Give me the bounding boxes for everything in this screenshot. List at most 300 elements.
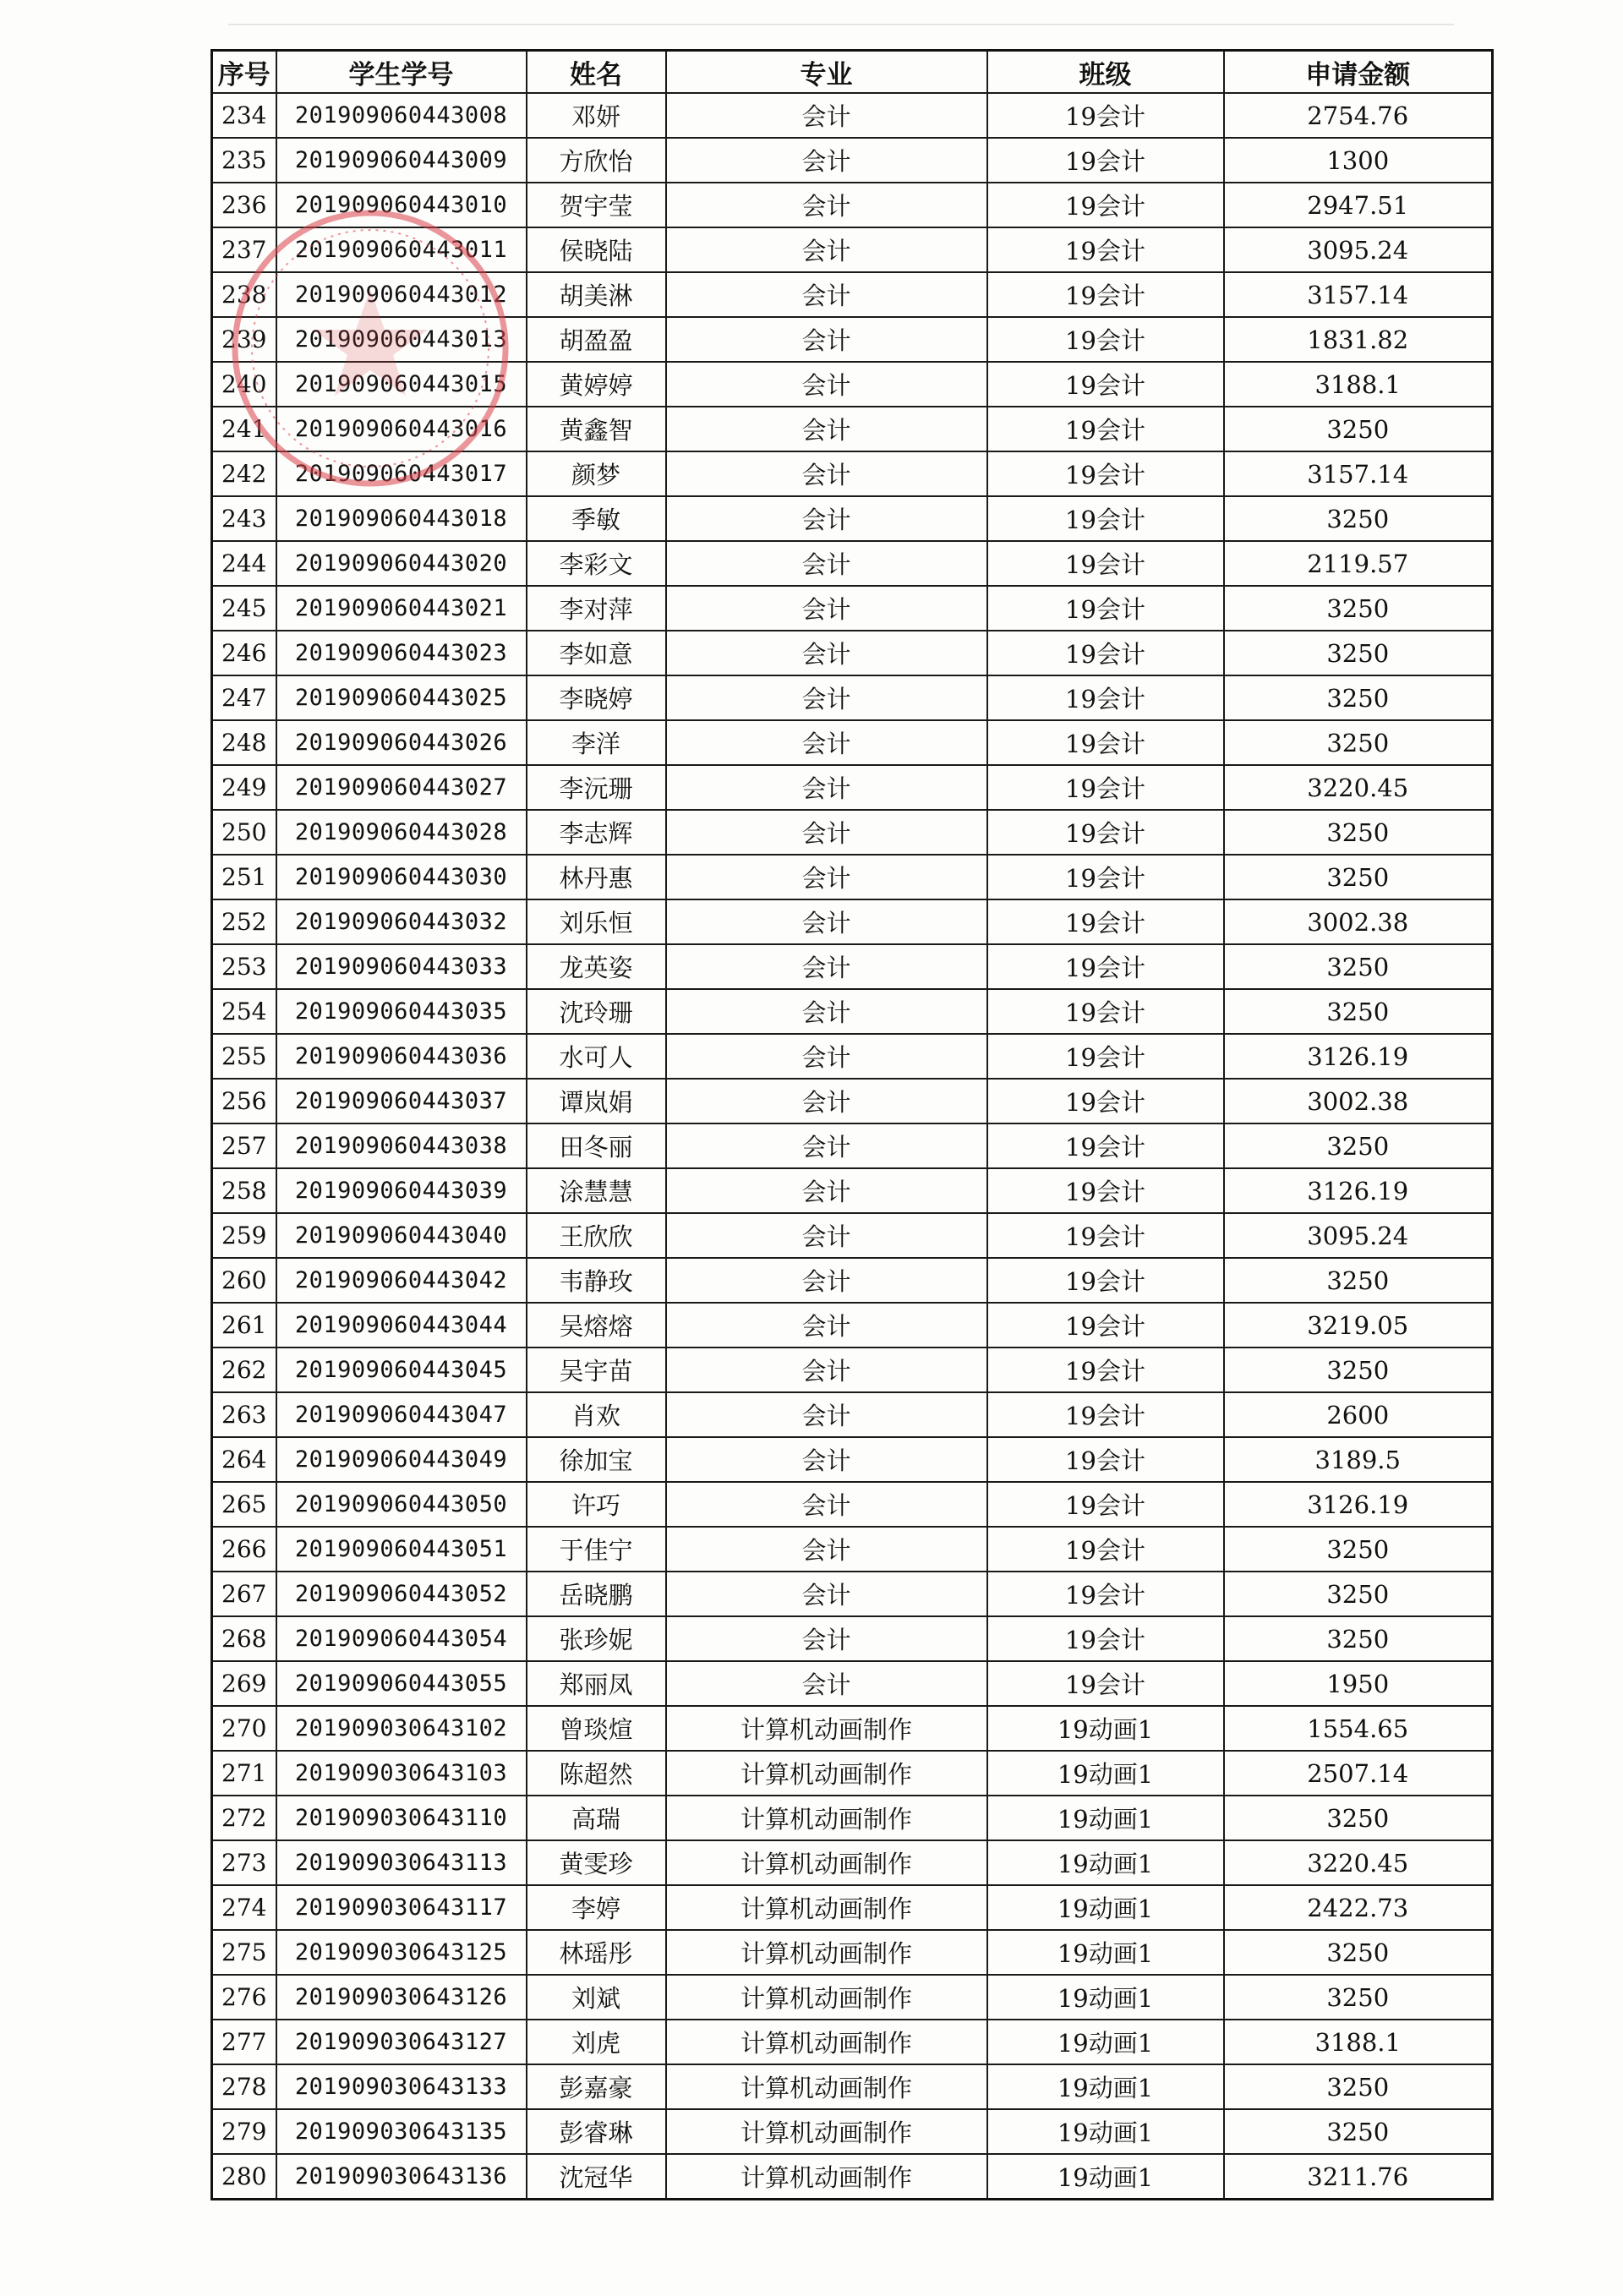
amount-cell: 3157.14 — [1224, 272, 1493, 317]
name-cell: 刘虎 — [527, 2020, 666, 2064]
major-cell: 计算机动画制作 — [666, 2154, 987, 2200]
major-cell: 会计 — [666, 1303, 987, 1348]
name-cell: 吴宇苗 — [527, 1348, 666, 1392]
name-cell: 李晓婷 — [527, 675, 666, 720]
serial-number-cell: 254 — [212, 989, 276, 1034]
class-cell: 19动画1 — [987, 1975, 1224, 2020]
student-id-cell: 201909030643102 — [276, 1706, 527, 1751]
amount-cell: 3126.19 — [1224, 1168, 1493, 1213]
table-row — [212, 944, 1493, 989]
student-id-cell: 201909060443033 — [276, 944, 527, 989]
table-header — [212, 51, 1493, 94]
scan-artifact-line — [228, 24, 1454, 25]
name-cell: 田冬丽 — [527, 1123, 666, 1168]
amount-cell: 3250 — [1224, 2109, 1493, 2154]
name-cell: 李洋 — [527, 720, 666, 765]
table-row — [212, 138, 1493, 183]
serial-number-cell: 256 — [212, 1079, 276, 1123]
name-cell: 张珍妮 — [527, 1616, 666, 1661]
table-row — [212, 2020, 1493, 2064]
amount-cell: 3250 — [1224, 1258, 1493, 1303]
major-cell: 会计 — [666, 1258, 987, 1303]
student-id-cell: 201909030643113 — [276, 1840, 527, 1885]
table-row — [212, 1661, 1493, 1706]
class-cell: 19会计 — [987, 1303, 1224, 1348]
table-row — [212, 1930, 1493, 1975]
class-cell: 19会计 — [987, 989, 1224, 1034]
class-cell: 19会计 — [987, 1348, 1224, 1392]
student-id-cell: 201909060443039 — [276, 1168, 527, 1213]
name-cell: 彭睿琳 — [527, 2109, 666, 2154]
serial-number-cell: 268 — [212, 1616, 276, 1661]
table-row — [212, 1437, 1493, 1482]
major-cell: 会计 — [666, 1616, 987, 1661]
student-id-cell: 201909060443051 — [276, 1527, 527, 1572]
major-cell: 会计 — [666, 1482, 987, 1527]
serial-number-cell: 252 — [212, 899, 276, 944]
class-cell: 19会计 — [987, 1213, 1224, 1258]
class-cell: 19会计 — [987, 451, 1224, 496]
class-cell: 19会计 — [987, 720, 1224, 765]
major-cell: 会计 — [666, 227, 987, 272]
major-cell: 会计 — [666, 407, 987, 451]
header-row — [212, 51, 1493, 94]
class-cell: 19动画1 — [987, 1885, 1224, 1930]
table-row — [212, 451, 1493, 496]
amount-cell: 2507.14 — [1224, 1751, 1493, 1796]
major-cell: 会计 — [666, 810, 987, 855]
name-cell: 谭岚娟 — [527, 1079, 666, 1123]
name-cell: 水可人 — [527, 1034, 666, 1079]
name-cell: 季敏 — [527, 496, 666, 541]
table-row — [212, 541, 1493, 586]
major-cell: 会计 — [666, 1572, 987, 1616]
table-row — [212, 1123, 1493, 1168]
class-cell: 19会计 — [987, 362, 1224, 407]
class-cell: 19会计 — [987, 541, 1224, 586]
amount-cell: 3250 — [1224, 1348, 1493, 1392]
amount-cell: 3250 — [1224, 944, 1493, 989]
student-id-cell: 201909060443016 — [276, 407, 527, 451]
class-cell: 19会计 — [987, 631, 1224, 675]
name-cell: 胡盈盈 — [527, 317, 666, 362]
amount-cell: 1300 — [1224, 138, 1493, 183]
major-cell: 会计 — [666, 1661, 987, 1706]
table-row — [212, 317, 1493, 362]
class-cell: 19会计 — [987, 1616, 1224, 1661]
serial-number-cell: 245 — [212, 586, 276, 631]
student-id-cell: 201909030643110 — [276, 1796, 527, 1840]
student-id-cell: 201909060443010 — [276, 183, 527, 227]
class-cell: 19会计 — [987, 317, 1224, 362]
name-cell: 涂慧慧 — [527, 1168, 666, 1213]
name-cell: 陈超然 — [527, 1751, 666, 1796]
name-cell: 王欣欣 — [527, 1213, 666, 1258]
student-id-cell: 201909060443042 — [276, 1258, 527, 1303]
major-cell: 计算机动画制作 — [666, 1930, 987, 1975]
major-cell: 会计 — [666, 1437, 987, 1482]
major-cell: 会计 — [666, 317, 987, 362]
serial-number-cell: 244 — [212, 541, 276, 586]
student-id-cell: 201909060443054 — [276, 1616, 527, 1661]
major-cell: 会计 — [666, 272, 987, 317]
amount-cell: 3220.45 — [1224, 1840, 1493, 1885]
serial-number-cell: 253 — [212, 944, 276, 989]
student-id-cell: 201909060443032 — [276, 899, 527, 944]
class-cell: 19会计 — [987, 1258, 1224, 1303]
name-cell: 于佳宁 — [527, 1527, 666, 1572]
class-cell: 19会计 — [987, 1527, 1224, 1572]
serial-number-cell: 259 — [212, 1213, 276, 1258]
serial-number-cell: 276 — [212, 1975, 276, 2020]
amount-cell: 3250 — [1224, 2064, 1493, 2109]
class-cell: 19动画1 — [987, 2064, 1224, 2109]
table-row — [212, 989, 1493, 1034]
amount-cell: 3220.45 — [1224, 765, 1493, 810]
amount-cell: 1950 — [1224, 1661, 1493, 1706]
student-id-cell: 201909060443020 — [276, 541, 527, 586]
amount-cell: 3250 — [1224, 675, 1493, 720]
name-cell: 黄鑫智 — [527, 407, 666, 451]
major-cell: 会计 — [666, 720, 987, 765]
serial-number-cell: 280 — [212, 2154, 276, 2200]
amount-cell: 3250 — [1224, 586, 1493, 631]
name-cell: 许巧 — [527, 1482, 666, 1527]
amount-cell: 2947.51 — [1224, 183, 1493, 227]
major-cell: 会计 — [666, 765, 987, 810]
serial-number-cell: 241 — [212, 407, 276, 451]
class-cell: 19会计 — [987, 1661, 1224, 1706]
student-id-cell: 201909030643103 — [276, 1751, 527, 1796]
serial-number-cell: 249 — [212, 765, 276, 810]
student-id-cell: 201909030643136 — [276, 2154, 527, 2200]
amount-cell: 2754.76 — [1224, 93, 1493, 138]
class-cell: 19会计 — [987, 1079, 1224, 1123]
serial-number-cell: 239 — [212, 317, 276, 362]
major-cell: 会计 — [666, 1168, 987, 1213]
name-cell: 李彩文 — [527, 541, 666, 586]
serial-number-cell: 242 — [212, 451, 276, 496]
amount-cell: 3250 — [1224, 810, 1493, 855]
class-cell: 19动画1 — [987, 1930, 1224, 1975]
table-row — [212, 1616, 1493, 1661]
serial-number-cell: 270 — [212, 1706, 276, 1751]
table-row — [212, 2109, 1493, 2154]
student-id-cell: 201909060443027 — [276, 765, 527, 810]
table-row — [212, 1258, 1493, 1303]
class-cell: 19会计 — [987, 1034, 1224, 1079]
class-cell: 19会计 — [987, 183, 1224, 227]
header-name: 姓名 — [527, 51, 666, 94]
class-cell: 19会计 — [987, 899, 1224, 944]
major-cell: 会计 — [666, 541, 987, 586]
serial-number-cell: 271 — [212, 1751, 276, 1796]
major-cell: 会计 — [666, 362, 987, 407]
table-row — [212, 183, 1493, 227]
amount-cell: 2119.57 — [1224, 541, 1493, 586]
student-id-cell: 201909030643125 — [276, 1930, 527, 1975]
table-row — [212, 272, 1493, 317]
serial-number-cell: 250 — [212, 810, 276, 855]
name-cell: 贺宇莹 — [527, 183, 666, 227]
class-cell: 19会计 — [987, 496, 1224, 541]
serial-number-cell: 236 — [212, 183, 276, 227]
serial-number-cell: 278 — [212, 2064, 276, 2109]
serial-number-cell: 273 — [212, 1840, 276, 1885]
table-row — [212, 586, 1493, 631]
serial-number-cell: 238 — [212, 272, 276, 317]
header-student-id: 学生学号 — [276, 51, 527, 94]
student-id-cell: 201909060443012 — [276, 272, 527, 317]
amount-cell: 3095.24 — [1224, 1213, 1493, 1258]
table-row — [212, 1079, 1493, 1123]
student-id-cell: 201909060443040 — [276, 1213, 527, 1258]
major-cell: 会计 — [666, 1527, 987, 1572]
student-id-cell: 201909060443044 — [276, 1303, 527, 1348]
major-cell: 计算机动画制作 — [666, 2109, 987, 2154]
major-cell: 计算机动画制作 — [666, 1975, 987, 2020]
student-id-cell: 201909060443037 — [276, 1079, 527, 1123]
table-row — [212, 1751, 1493, 1796]
major-cell: 会计 — [666, 93, 987, 138]
student-application-table — [210, 49, 1494, 2200]
serial-number-cell: 237 — [212, 227, 276, 272]
amount-cell: 3250 — [1224, 1123, 1493, 1168]
student-id-cell: 201909060443049 — [276, 1437, 527, 1482]
student-id-cell: 201909060443036 — [276, 1034, 527, 1079]
serial-number-cell: 267 — [212, 1572, 276, 1616]
name-cell: 李如意 — [527, 631, 666, 675]
name-cell: 林丹惠 — [527, 855, 666, 899]
major-cell: 会计 — [666, 1079, 987, 1123]
name-cell: 龙英姿 — [527, 944, 666, 989]
serial-number-cell: 277 — [212, 2020, 276, 2064]
student-id-cell: 201909060443050 — [276, 1482, 527, 1527]
major-cell: 会计 — [666, 138, 987, 183]
major-cell: 会计 — [666, 855, 987, 899]
table-row — [212, 1572, 1493, 1616]
class-cell: 19会计 — [987, 93, 1224, 138]
amount-cell: 3250 — [1224, 1930, 1493, 1975]
amount-cell: 3250 — [1224, 496, 1493, 541]
serial-number-cell: 240 — [212, 362, 276, 407]
serial-number-cell: 258 — [212, 1168, 276, 1213]
table-row — [212, 227, 1493, 272]
major-cell: 计算机动画制作 — [666, 1840, 987, 1885]
amount-cell: 3219.05 — [1224, 1303, 1493, 1348]
major-cell: 会计 — [666, 586, 987, 631]
table-row — [212, 93, 1493, 138]
major-cell: 会计 — [666, 1392, 987, 1437]
table-row — [212, 2154, 1493, 2200]
amount-cell: 3188.1 — [1224, 2020, 1493, 2064]
serial-number-cell: 262 — [212, 1348, 276, 1392]
amount-cell: 3250 — [1224, 855, 1493, 899]
student-id-cell: 201909060443025 — [276, 675, 527, 720]
student-id-cell: 201909060443052 — [276, 1572, 527, 1616]
student-id-cell: 201909060443015 — [276, 362, 527, 407]
major-cell: 会计 — [666, 899, 987, 944]
table-row — [212, 631, 1493, 675]
amount-cell: 1554.65 — [1224, 1706, 1493, 1751]
major-cell: 计算机动画制作 — [666, 2020, 987, 2064]
major-cell: 会计 — [666, 631, 987, 675]
name-cell: 郑丽凤 — [527, 1661, 666, 1706]
class-cell: 19会计 — [987, 1482, 1224, 1527]
serial-number-cell: 261 — [212, 1303, 276, 1348]
amount-cell: 3250 — [1224, 407, 1493, 451]
class-cell: 19会计 — [987, 272, 1224, 317]
student-id-cell: 201909030643133 — [276, 2064, 527, 2109]
amount-cell: 3250 — [1224, 1975, 1493, 2020]
class-cell: 19动画1 — [987, 1706, 1224, 1751]
amount-cell: 3126.19 — [1224, 1034, 1493, 1079]
serial-number-cell: 257 — [212, 1123, 276, 1168]
header-major: 专业 — [666, 51, 987, 94]
table-row — [212, 1885, 1493, 1930]
major-cell: 会计 — [666, 989, 987, 1034]
table-row — [212, 1706, 1493, 1751]
serial-number-cell: 266 — [212, 1527, 276, 1572]
header-class: 班级 — [987, 51, 1224, 94]
table-row — [212, 1168, 1493, 1213]
serial-number-cell: 243 — [212, 496, 276, 541]
serial-number-cell: 263 — [212, 1392, 276, 1437]
student-id-cell: 201909060443009 — [276, 138, 527, 183]
table-row — [212, 362, 1493, 407]
name-cell: 曾琰煊 — [527, 1706, 666, 1751]
amount-cell: 3157.14 — [1224, 451, 1493, 496]
name-cell: 李婷 — [527, 1885, 666, 1930]
table-row — [212, 675, 1493, 720]
class-cell: 19会计 — [987, 586, 1224, 631]
table-row — [212, 1392, 1493, 1437]
table-row — [212, 765, 1493, 810]
name-cell: 韦静玫 — [527, 1258, 666, 1303]
serial-number-cell: 260 — [212, 1258, 276, 1303]
name-cell: 吴熔熔 — [527, 1303, 666, 1348]
name-cell: 方欣怡 — [527, 138, 666, 183]
name-cell: 彭嘉豪 — [527, 2064, 666, 2109]
name-cell: 岳晓鹏 — [527, 1572, 666, 1616]
student-id-cell: 201909060443023 — [276, 631, 527, 675]
class-cell: 19会计 — [987, 227, 1224, 272]
class-cell: 19会计 — [987, 1392, 1224, 1437]
table-row — [212, 1840, 1493, 1885]
name-cell: 刘斌 — [527, 1975, 666, 2020]
amount-cell: 2422.73 — [1224, 1885, 1493, 1930]
table-row — [212, 1303, 1493, 1348]
serial-number-cell: 279 — [212, 2109, 276, 2154]
serial-number-cell: 235 — [212, 138, 276, 183]
amount-cell: 3250 — [1224, 720, 1493, 765]
class-cell: 19动画1 — [987, 2109, 1224, 2154]
student-id-cell: 201909060443045 — [276, 1348, 527, 1392]
name-cell: 高瑞 — [527, 1796, 666, 1840]
amount-cell: 3002.38 — [1224, 1079, 1493, 1123]
major-cell: 会计 — [666, 183, 987, 227]
name-cell: 沈玲珊 — [527, 989, 666, 1034]
table-row — [212, 2064, 1493, 2109]
table-row — [212, 1527, 1493, 1572]
table-row — [212, 810, 1493, 855]
serial-number-cell: 234 — [212, 93, 276, 138]
serial-number-cell: 264 — [212, 1437, 276, 1482]
student-id-cell: 201909060443017 — [276, 451, 527, 496]
table-container — [210, 49, 1491, 2200]
major-cell: 会计 — [666, 1123, 987, 1168]
amount-cell: 3250 — [1224, 1527, 1493, 1572]
table-row — [212, 407, 1493, 451]
student-id-cell: 201909060443011 — [276, 227, 527, 272]
major-cell: 会计 — [666, 1348, 987, 1392]
amount-cell: 3250 — [1224, 1796, 1493, 1840]
table-row — [212, 1482, 1493, 1527]
major-cell: 会计 — [666, 451, 987, 496]
header-amount: 申请金额 — [1224, 51, 1493, 94]
name-cell: 李对萍 — [527, 586, 666, 631]
serial-number-cell: 248 — [212, 720, 276, 765]
student-id-cell: 201909030643135 — [276, 2109, 527, 2154]
serial-number-cell: 275 — [212, 1930, 276, 1975]
student-id-cell: 201909060443026 — [276, 720, 527, 765]
student-id-cell: 201909060443008 — [276, 93, 527, 138]
amount-cell: 3250 — [1224, 1616, 1493, 1661]
table-row — [212, 1348, 1493, 1392]
table-row — [212, 1975, 1493, 2020]
table-row — [212, 1796, 1493, 1840]
class-cell: 19动画1 — [987, 2154, 1224, 2200]
major-cell: 计算机动画制作 — [666, 1751, 987, 1796]
table-row — [212, 1213, 1493, 1258]
student-id-cell: 201909030643126 — [276, 1975, 527, 2020]
header-serial-number: 序号 — [212, 51, 276, 94]
student-id-cell: 201909030643117 — [276, 1885, 527, 1930]
amount-cell: 3189.5 — [1224, 1437, 1493, 1482]
table-row — [212, 899, 1493, 944]
student-id-cell: 201909060443038 — [276, 1123, 527, 1168]
serial-number-cell: 265 — [212, 1482, 276, 1527]
student-id-cell: 201909060443013 — [276, 317, 527, 362]
amount-cell: 3250 — [1224, 989, 1493, 1034]
major-cell: 计算机动画制作 — [666, 2064, 987, 2109]
class-cell: 19会计 — [987, 1572, 1224, 1616]
name-cell: 黄婷婷 — [527, 362, 666, 407]
class-cell: 19会计 — [987, 765, 1224, 810]
serial-number-cell: 251 — [212, 855, 276, 899]
amount-cell: 1831.82 — [1224, 317, 1493, 362]
class-cell: 19会计 — [987, 407, 1224, 451]
amount-cell: 3095.24 — [1224, 227, 1493, 272]
student-id-cell: 201909060443021 — [276, 586, 527, 631]
student-id-cell: 201909060443055 — [276, 1661, 527, 1706]
name-cell: 徐加宝 — [527, 1437, 666, 1482]
class-cell: 19会计 — [987, 855, 1224, 899]
name-cell: 胡美淋 — [527, 272, 666, 317]
major-cell: 会计 — [666, 944, 987, 989]
serial-number-cell: 247 — [212, 675, 276, 720]
name-cell: 李志辉 — [527, 810, 666, 855]
name-cell: 黄雯珍 — [527, 1840, 666, 1885]
name-cell: 肖欢 — [527, 1392, 666, 1437]
amount-cell: 3250 — [1224, 631, 1493, 675]
major-cell: 会计 — [666, 1213, 987, 1258]
serial-number-cell: 269 — [212, 1661, 276, 1706]
major-cell: 会计 — [666, 675, 987, 720]
student-id-cell: 201909060443030 — [276, 855, 527, 899]
major-cell: 计算机动画制作 — [666, 1706, 987, 1751]
class-cell: 19会计 — [987, 810, 1224, 855]
